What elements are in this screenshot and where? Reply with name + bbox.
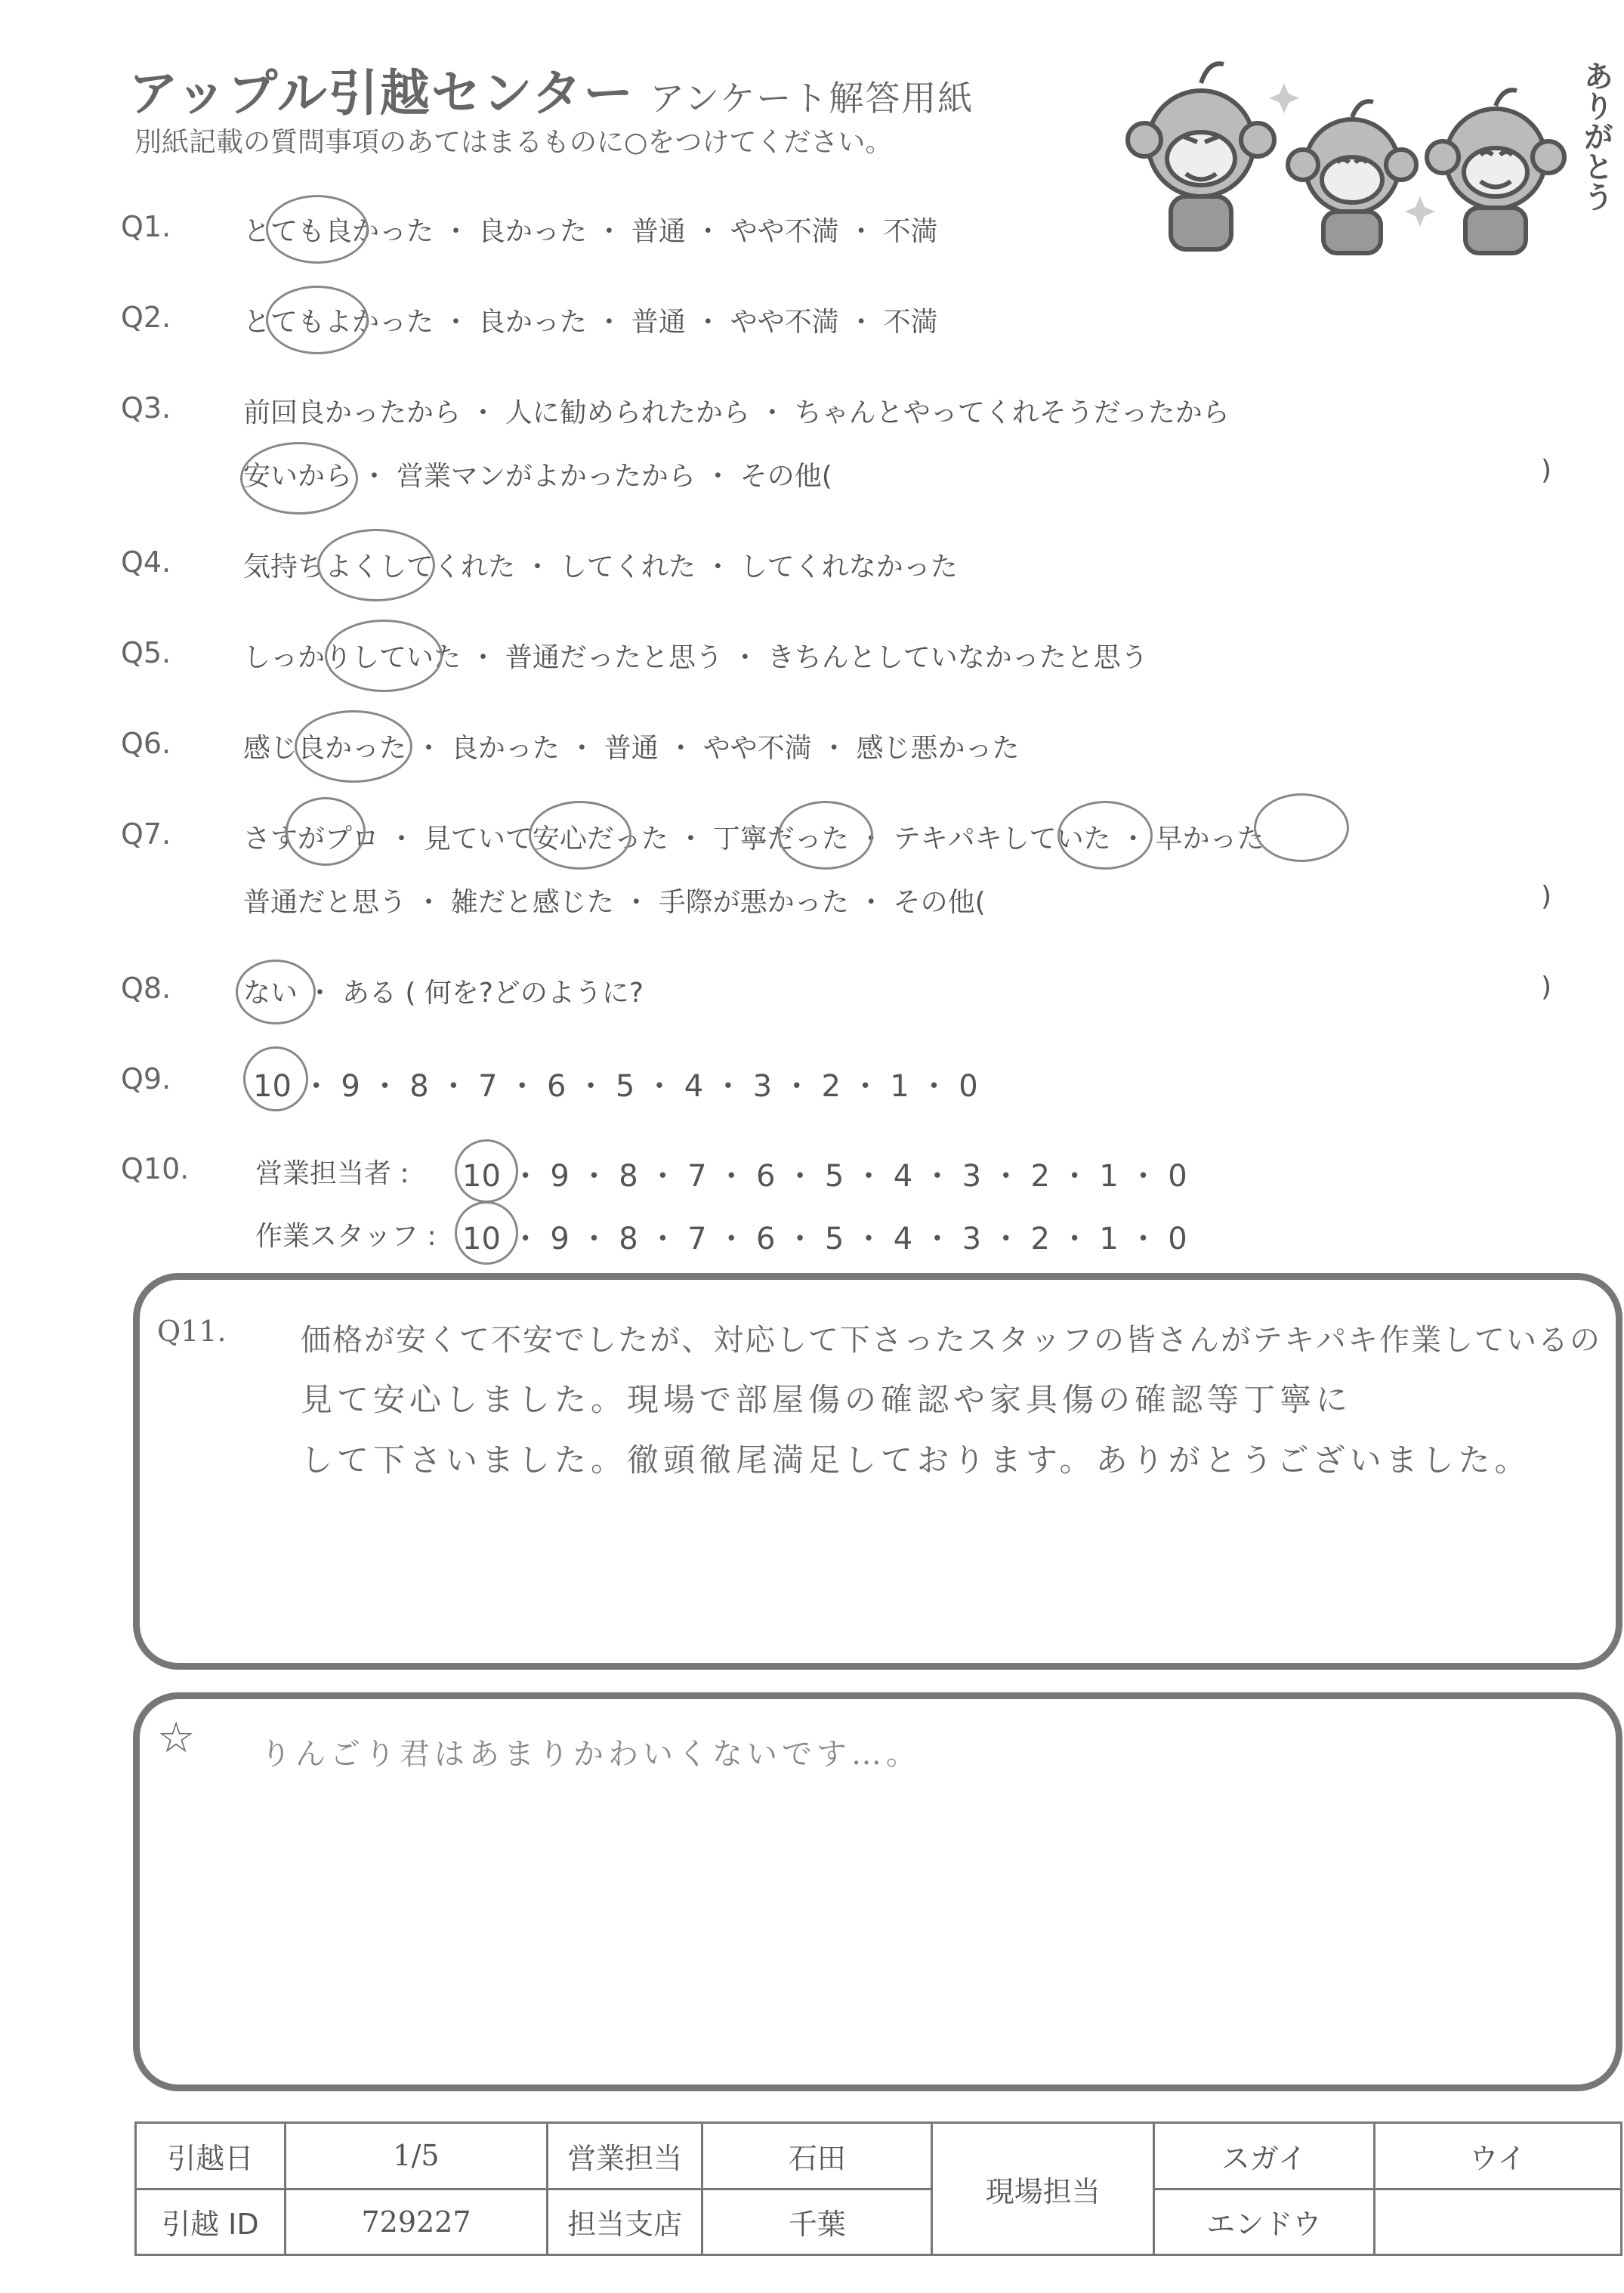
q6-answer-circle xyxy=(295,710,412,783)
q6-number: Q6. xyxy=(121,727,171,760)
sales-rep-label: 営業担当 xyxy=(548,2123,702,2189)
branch-value: 千葉 xyxy=(702,2189,931,2255)
q5-options: しっかりしていた ・ 普通だったと思う ・ きちんとしていなかったと思う xyxy=(243,642,1148,673)
q9-answer-circle xyxy=(243,1046,308,1111)
q9-scale: 10 ・ 9 ・ 8 ・ 7 ・ 6 ・ 5 ・ 4 ・ 3 ・ 2 ・ 1 ・ 0 xyxy=(253,1069,978,1104)
q7-answer-circle-5 xyxy=(1254,793,1349,862)
q10-number: Q10. xyxy=(121,1152,190,1185)
q3-options-line1: 前回良かったから ・ 人に勧められたから ・ ちゃんとやってくれそうだったから xyxy=(243,397,1230,428)
q7-answer-circle-1 xyxy=(286,797,366,866)
sales-rep-value: 石田 xyxy=(702,2123,931,2189)
site-staff-label: 現場担当 xyxy=(932,2123,1154,2255)
star-icon: ☆ xyxy=(157,1714,196,1763)
q5-number: Q5. xyxy=(121,636,171,669)
q7-number: Q7. xyxy=(121,817,171,851)
q11-comment-line2: 見て安心しました。現場で部屋傷の確認や家具傷の確認等丁寧に xyxy=(301,1381,1353,1418)
q1-number: Q1. xyxy=(121,210,171,243)
q8-options: ない ・ ある ( 何を?どのように? xyxy=(243,978,644,1009)
q7-answer-circle-3 xyxy=(778,801,873,870)
free-comment-text: りんごり君はあまりかわいくないです…。 xyxy=(261,1737,921,1772)
q10-sales-label: 営業担当者 : xyxy=(255,1158,409,1189)
mascot-caption: ありがとう xyxy=(1579,60,1613,212)
q7-answer-circle-2 xyxy=(529,801,631,870)
site-staff-empty-cell xyxy=(1374,2189,1622,2255)
q3-answer-circle xyxy=(240,442,358,515)
q4-options: 気持ちよくしてくれた ・ してくれた ・ してくれなかった xyxy=(243,552,958,583)
q4-number: Q4. xyxy=(121,545,171,579)
q11-comment-line1: 価格が安くて不安でしたが、対応して下さったスタッフの皆さんがテキパキ作業しているの xyxy=(301,1323,1601,1358)
q8-close-paren: ) xyxy=(1541,972,1552,1003)
q7-close-paren: ) xyxy=(1541,881,1552,912)
q4-answer-circle xyxy=(317,529,435,601)
q3-number: Q3. xyxy=(121,391,171,425)
q2-number: Q2. xyxy=(121,301,171,334)
site-staff-3: エンドウ xyxy=(1153,2189,1374,2255)
site-staff-1: スガイ xyxy=(1153,2123,1374,2189)
site-staff-2: ウイ xyxy=(1374,2123,1622,2189)
q3-close-paren: ) xyxy=(1541,455,1552,486)
branch-label: 担当支店 xyxy=(548,2189,702,2255)
q10-sales-answer-circle xyxy=(455,1139,518,1203)
q7-options-line2: 普通だと思う ・ 雑だと感じた ・ 手際が悪かった ・ その他( xyxy=(243,887,986,918)
q1-answer-circle xyxy=(266,195,369,264)
q1-options: とても良かった ・ 良かった ・ 普通 ・ やや不満 ・ 不満 xyxy=(243,216,938,247)
q10-staff-scale: 10 ・ 9 ・ 8 ・ 7 ・ 6 ・ 5 ・ 4 ・ 3 ・ 2 ・ 1 ・ 0 xyxy=(462,1222,1187,1256)
q8-number: Q8. xyxy=(121,972,171,1005)
mascot-illustration xyxy=(1088,53,1601,257)
q2-answer-circle xyxy=(266,286,369,354)
q11-label: Q11. xyxy=(157,1315,227,1348)
move-info-table xyxy=(134,2121,1622,2256)
q11-comment-line3: して下さいました。徹頭徹尾満足しております。ありがとうございました。 xyxy=(301,1442,1531,1479)
q10-sales-scale: 10 ・ 9 ・ 8 ・ 7 ・ 6 ・ 5 ・ 4 ・ 3 ・ 2 ・ 1 ・ 0 xyxy=(462,1159,1187,1194)
q10-staff-answer-circle xyxy=(455,1201,518,1265)
move-id-label: 引越 ID xyxy=(136,2189,286,2255)
q9-number: Q9. xyxy=(121,1062,171,1096)
move-date-value: 1/5 xyxy=(285,2123,548,2189)
q10-staff-label: 作業スタッフ : xyxy=(255,1221,437,1252)
form-subtitle: アンケート解答用紙 xyxy=(650,78,974,119)
q2-options: とてもよかった ・ 良かった ・ 普通 ・ やや不満 ・ 不満 xyxy=(243,307,938,338)
move-id-value: 729227 xyxy=(285,2189,548,2255)
q3-options-line2: 安いから ・ 営業マンがよかったから ・ その他( xyxy=(243,461,832,492)
q6-options: 感じ良かった ・ 良かった ・ 普通 ・ やや不満 ・ 感じ悪かった xyxy=(243,733,1020,764)
company-name: アップル引越センター xyxy=(128,64,635,122)
instruction-text: 別紙記載の質問事項のあてはまるものに○をつけてください。 xyxy=(134,127,893,158)
q7-answer-circle-4 xyxy=(1057,801,1153,870)
form-title xyxy=(128,53,974,125)
q7-options-line1: さすがプロ ・ 見ていて安心だった ・ 丁寧だった ・ テキパキしていた ・ 早かった xyxy=(243,824,1264,854)
q5-answer-circle xyxy=(325,620,443,692)
q8-answer-circle xyxy=(236,960,316,1024)
move-date-label: 引越日 xyxy=(136,2123,286,2189)
